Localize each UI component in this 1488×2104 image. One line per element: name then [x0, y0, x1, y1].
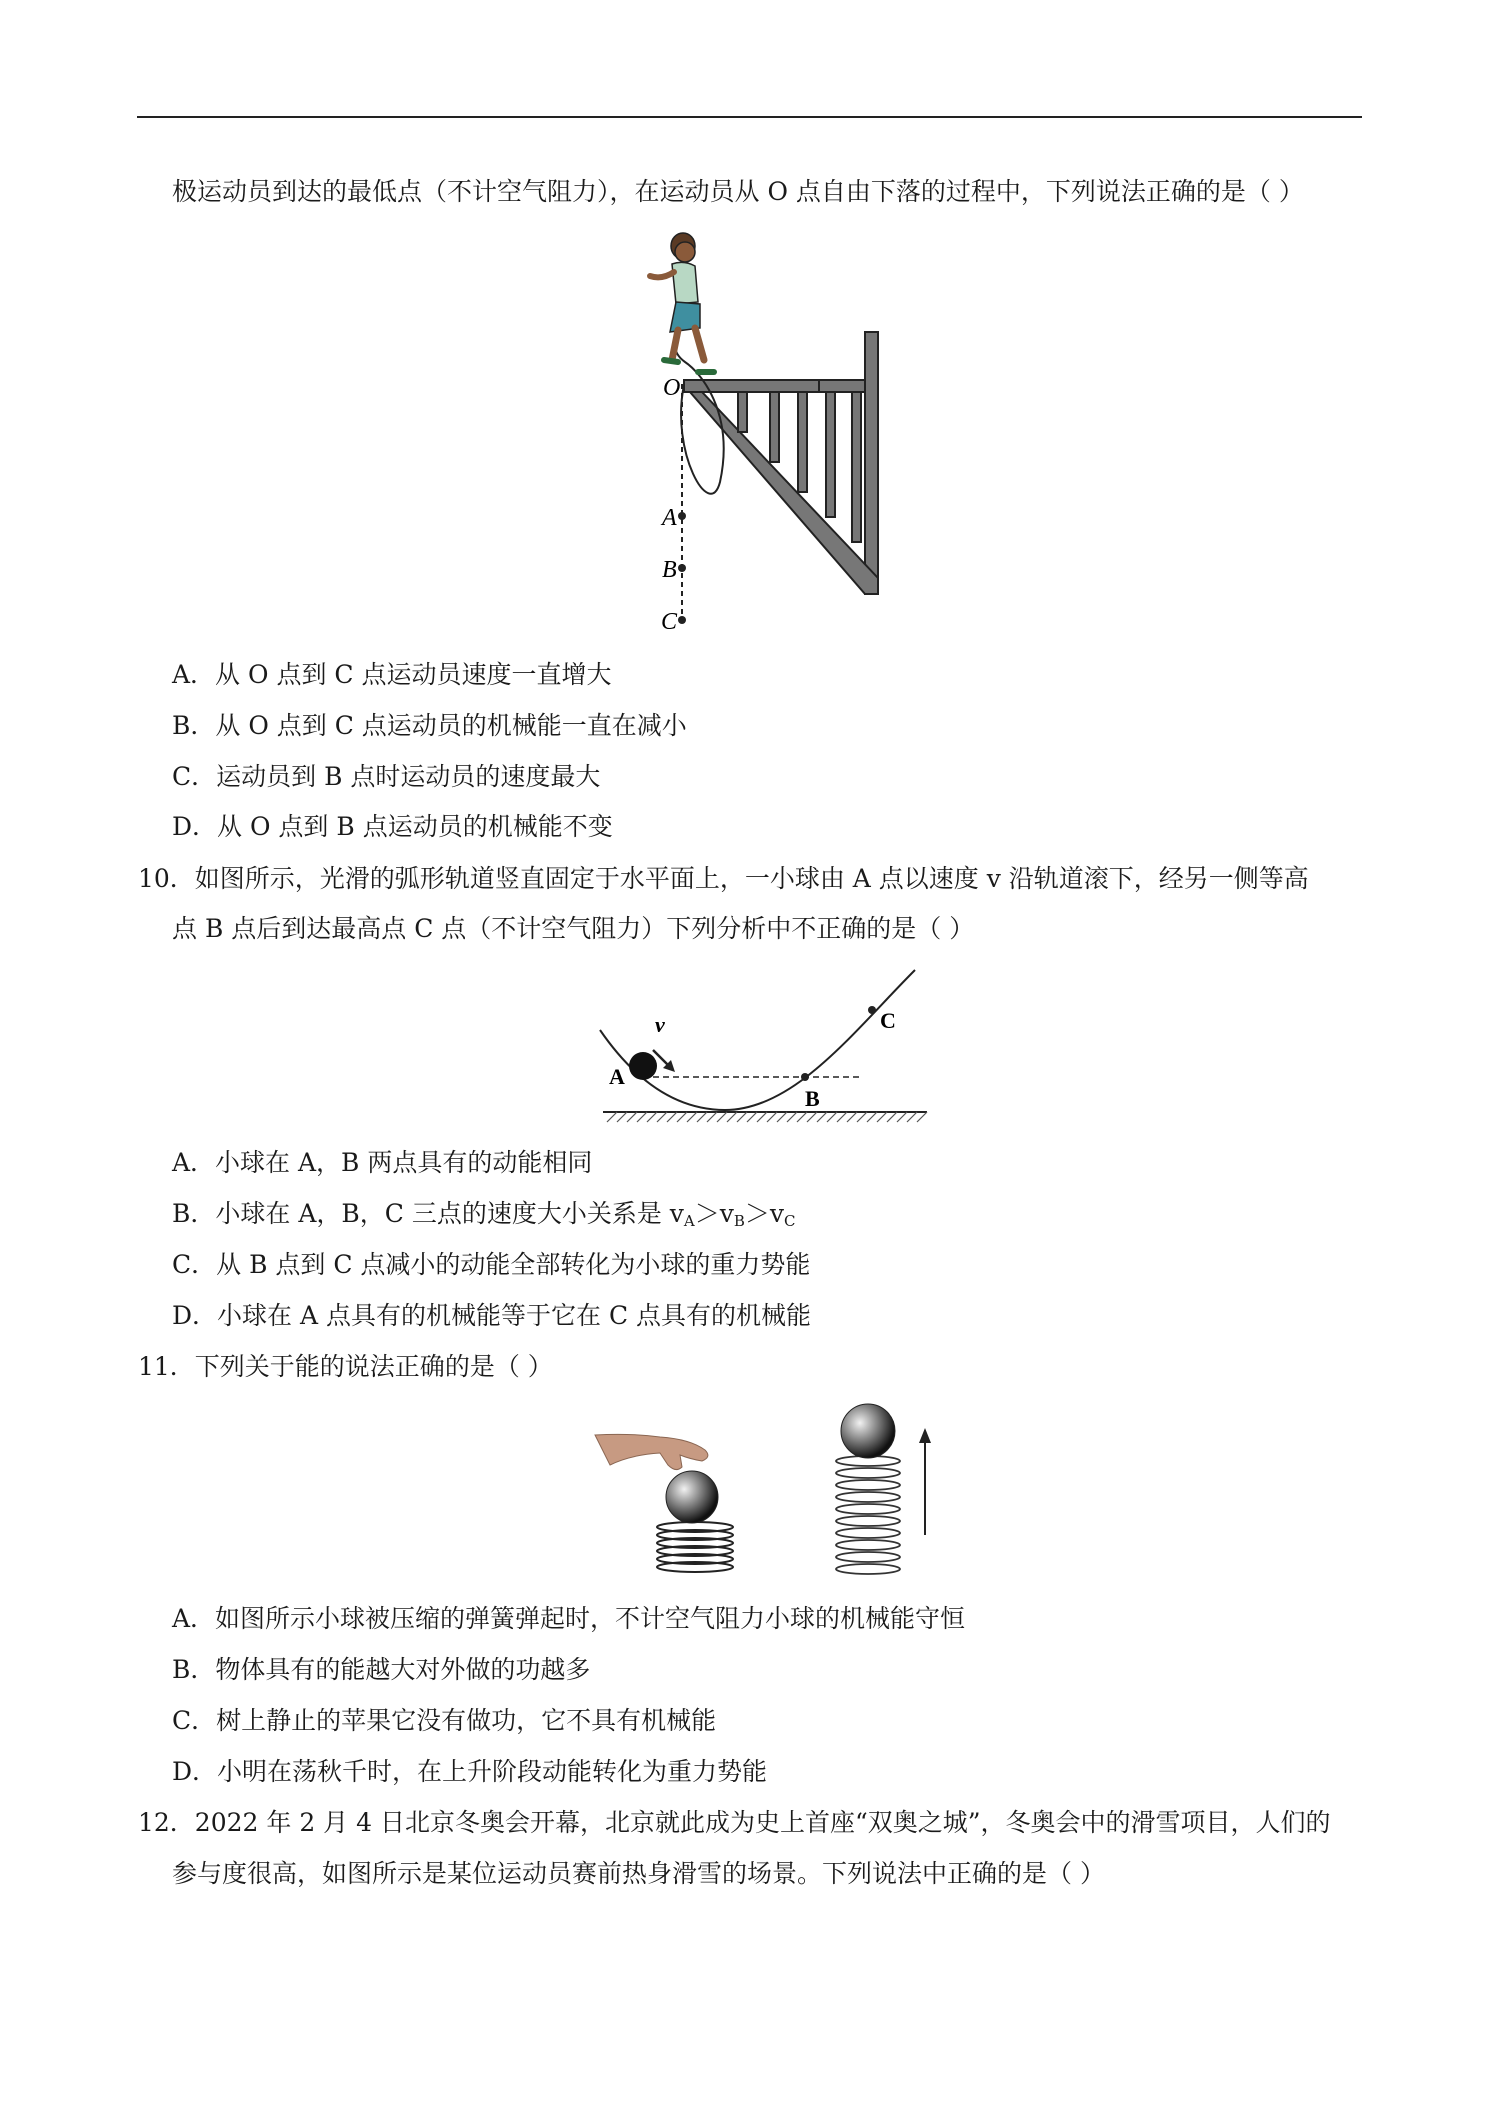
q9-option-c: C．运动员到 B 点时运动员的速度最大	[172, 762, 601, 791]
ball-at-A	[629, 1052, 657, 1080]
bungee-jump-figure	[640, 232, 880, 642]
jumper-person	[650, 233, 714, 372]
hand-shape	[595, 1434, 708, 1469]
q11-option-d: D．小明在荡秋千时，在上升阶段动能转化为重力势能	[172, 1757, 768, 1786]
point-C-dot	[678, 616, 686, 624]
label-O: O	[663, 375, 681, 401]
extended-spring	[836, 1456, 900, 1574]
q9-option-d: D．从 O 点到 B 点运动员的机械能不变	[172, 812, 613, 841]
point-B-dot	[678, 564, 686, 572]
q10-option-d: D．小球在 A 点具有的机械能等于它在 C 点具有的机械能	[172, 1301, 812, 1330]
q9-option-b: B．从 O 点到 C 点运动员的机械能一直在减小	[172, 711, 687, 740]
header-rule	[137, 116, 1362, 118]
label-C: C	[661, 609, 678, 635]
point-C-dot	[868, 1006, 876, 1014]
ball-compressed	[666, 1471, 718, 1523]
q11-option-a: A．如图所示小球被压缩的弹簧弹起时，不计空气阻力小球的机械能守恒	[172, 1604, 966, 1633]
q12-stem-line2: 参与度很高，如图所示是某位运动员赛前热身滑雪的场景。下列说法中正确的是（ ）	[172, 1859, 1105, 1888]
label-A: A	[662, 505, 677, 531]
compressed-spring	[657, 1522, 733, 1572]
q12-stem-line1: 12．2022 年 2 月 4 日北京冬奥会开幕，北京就此成为史上首座“双奥之城”，冬奥会中的滑雪项目，人们的	[138, 1808, 1331, 1837]
label-C: C	[880, 1008, 896, 1033]
q10-stem-line2: 点 B 点后到达最高点 C 点（不计空气阻力）下列分析中不正确的是（ ）	[172, 914, 975, 943]
label-B: B	[662, 557, 677, 583]
label-A: A	[609, 1064, 625, 1089]
arc-track	[600, 970, 915, 1110]
q9-stem-tail: 极运动员到达的最低点（不计空气阻力），在运动员从 O 点自由下落的过程中，下列说法正确的是（ ）	[172, 177, 1304, 206]
ball-extended	[841, 1404, 895, 1458]
q10-option-a: A．小球在 A，B 两点具有的动能相同	[172, 1148, 593, 1177]
ground-hatching	[607, 1112, 927, 1122]
q10-option-c: C．从 B 点到 C 点减小的动能全部转化为小球的重力势能	[172, 1250, 811, 1279]
q10-stem-line1: 10．如图所示，光滑的弧形轨道竖直固定于水平面上，一小球由 A 点以速度 v 沿轨道滚下，经另一侧等高	[138, 864, 1309, 893]
q9-option-a: A．从 O 点到 C 点运动员速度一直增大	[172, 660, 612, 689]
q11-stem: 11．下列关于能的说法正确的是（ ）	[138, 1352, 553, 1381]
q11-option-c: C．树上静止的苹果它没有做功，它不具有机械能	[172, 1706, 717, 1735]
label-v: v	[655, 1012, 665, 1037]
label-B: B	[805, 1086, 820, 1111]
q10-option-b: B．小球在 A，B，C 三点的速度大小关系是 $v_A>v_B>v_C$	[172, 1199, 796, 1230]
arc-track-figure	[595, 970, 935, 1130]
spring-ball-figure	[590, 1395, 940, 1585]
point-A-dot	[678, 512, 686, 520]
q11-option-b: B．物体具有的能越大对外做的功越多	[172, 1655, 591, 1684]
point-B-dot	[801, 1073, 809, 1081]
